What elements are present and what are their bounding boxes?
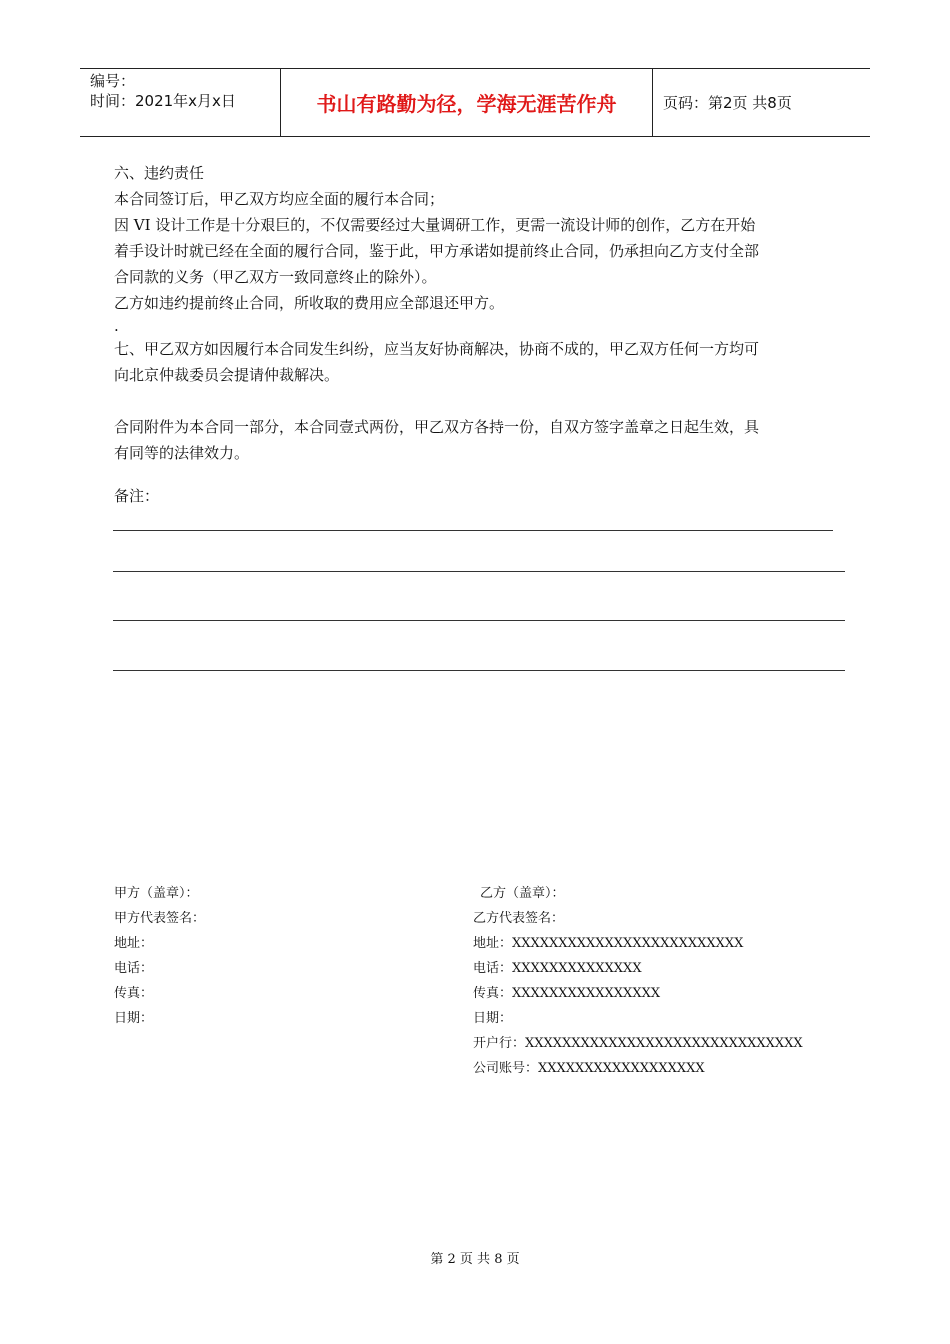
section-6-paragraph-3: 乙方如违约提前终止合同，所收取的费用应全部退还甲方。 [114, 294, 505, 312]
section-6-paragraph-2-line-3: 合同款的义务（甲乙双方一致同意终止的除外）。 [114, 268, 437, 286]
party-b-account: 公司账号：XXXXXXXXXXXXXXXXXX [473, 1061, 705, 1076]
party-a-block [114, 881, 205, 1031]
party-a-fax: 传真： [114, 986, 154, 1001]
party-a-representative: 甲方代表签名： [114, 911, 206, 926]
document-number-label: 编号： [90, 72, 136, 90]
section-6-paragraph-2-line-2: 着手设计时就已经在全面的履行合同，鉴于此，甲方承诺如提前终止合同，仍承担向乙方支付全部 [114, 242, 760, 260]
document-date: 时间：2021年x月x日 [90, 92, 236, 110]
remarks-line-2 [113, 571, 845, 572]
stray-dot: . [114, 317, 119, 335]
header-page-info: 页码：第2页 共8页 [663, 94, 792, 112]
party-b-date: 日期： [473, 1011, 513, 1026]
page-footer: 第 2 页 共 8 页 [430, 1252, 520, 1267]
party-b-address: 地址：XXXXXXXXXXXXXXXXXXXXXXXXX [473, 936, 744, 951]
party-a-phone: 电话： [114, 961, 154, 976]
party-b-fax: 传真：XXXXXXXXXXXXXXXX [473, 986, 661, 1001]
remarks-section [114, 483, 839, 509]
page-header [80, 68, 870, 137]
section-6-title: 六、违约责任 [114, 164, 205, 182]
remarks-line-1 [113, 530, 833, 531]
party-b-phone: 电话：XXXXXXXXXXXXXX [473, 961, 642, 976]
party-b-bank: 开户行：XXXXXXXXXXXXXXXXXXXXXXXXXXXXXX [473, 1036, 803, 1051]
section-6-paragraph-2-line-1: 因 VI 设计工作是十分艰巨的，不仅需要经过大量调研工作，更需一流设计师的创作，乙方在开始 [114, 216, 756, 234]
header-left-cell [80, 69, 281, 136]
annex-line-2: 有同等的法律效力。 [114, 444, 250, 462]
annex-line-1: 合同附件为本合同一部分，本合同壹式两份，甲乙双方各持一份，自双方签字盖章之日起生效，具 [114, 418, 760, 436]
party-b-representative: 乙方代表签名： [473, 911, 565, 926]
party-b-block [473, 881, 803, 1081]
remarks-line-3 [113, 620, 845, 621]
remarks-label: 备注： [114, 487, 160, 505]
party-b-seal: 乙方（盖章）： [480, 886, 565, 901]
party-a-date: 日期： [114, 1011, 154, 1026]
party-a-seal: 甲方（盖章）： [114, 886, 199, 901]
header-motto: 书山有路勤为径，学海无涯苦作舟 [281, 69, 653, 136]
blank-line [114, 388, 839, 414]
section-7-line-1: 七、甲乙双方如因履行本合同发生纠纷，应当友好协商解决，协商不成的，甲乙双方任何一方均可 [114, 340, 760, 358]
party-a-address: 地址： [114, 936, 154, 951]
section-7-line-2: 向北京仲裁委员会提请仲裁解决。 [114, 366, 340, 384]
remarks-line-4 [113, 670, 845, 671]
contract-body [114, 160, 839, 466]
section-6-paragraph-1: 本合同签订后，甲乙双方均应全面的履行本合同； [114, 190, 445, 208]
